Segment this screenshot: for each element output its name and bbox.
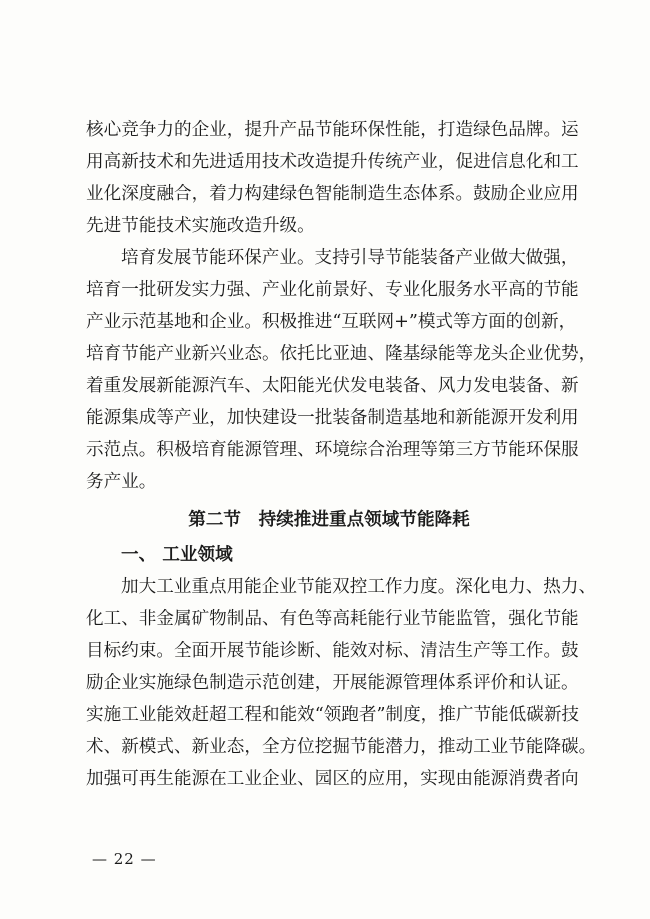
text-line: 示范点。积极培育能源管理、环境综合治理等第三方节能环保服 — [86, 440, 579, 460]
paragraph-3 — [86, 571, 597, 795]
text-line: 目标约束。全面开展节能诊断、能效对标、清洁生产等工作。鼓 — [86, 641, 579, 661]
text-line: 产业示范基地和企业。积极推进“互联网+”模式等方面的创新， — [86, 312, 577, 332]
section-heading: 第二节 持续推进重点领域节能降耗 — [188, 510, 470, 530]
text-line: 用高新技术和先进适用技术改造提升传统产业，促进信息化和工 — [86, 152, 579, 172]
text-line: 加大工业重点用能企业节能双控工作力度。深化电力、热力、 — [121, 577, 597, 597]
paragraph-2 — [86, 242, 597, 498]
text-line: 化工、非金属矿物制品、有色等高耗能行业节能监管，强化节能 — [86, 609, 579, 629]
text-line: 实施工业能效赶超工程和能效“领跑者”制度，推广节能低碳新技 — [86, 705, 580, 725]
text-line: 能源集成等产业，加快建设一批装备制造基地和新能源开发利用 — [86, 408, 579, 428]
text-line: 先进节能技术实施改造升级。 — [86, 216, 315, 236]
text-line: 业化深度融合，着力构建绿色智能制造生态体系。鼓励企业应用 — [86, 184, 579, 204]
paragraph-1 — [86, 114, 579, 242]
text-line: 术、新模式、新业态，全方位挖掘节能潜力，推动工业节能降碳。 — [86, 737, 597, 757]
text-line: 加强可再生能源在工业企业、园区的应用，实现由能源消费者向 — [86, 769, 579, 789]
text-line: 励企业实施绿色制造示范创建，开展能源管理体系评价和认证。 — [86, 673, 579, 693]
text-line: 务产业。 — [86, 472, 157, 492]
text-line: 着重发展新能源汽车、太阳能光伏发电装备、风力发电装备、新 — [86, 376, 579, 396]
body-text — [86, 114, 597, 795]
subsection-heading: 一、 工业领域 — [121, 545, 233, 565]
text-line: 培育节能产业新兴业态。依托比亚迪、隆基绿能等龙头企业优势， — [86, 344, 597, 364]
text-line: 培育一批研发实力强、产业化前景好、专业化服务水平高的节能 — [86, 280, 579, 300]
page-number: — 22 — — [92, 850, 157, 868]
text-line: 培育发展节能环保产业。支持引导节能装备产业做大做强， — [121, 248, 579, 268]
text-line: 核心竞争力的企业，提升产品节能环保性能，打造绿色品牌。运 — [86, 120, 579, 140]
